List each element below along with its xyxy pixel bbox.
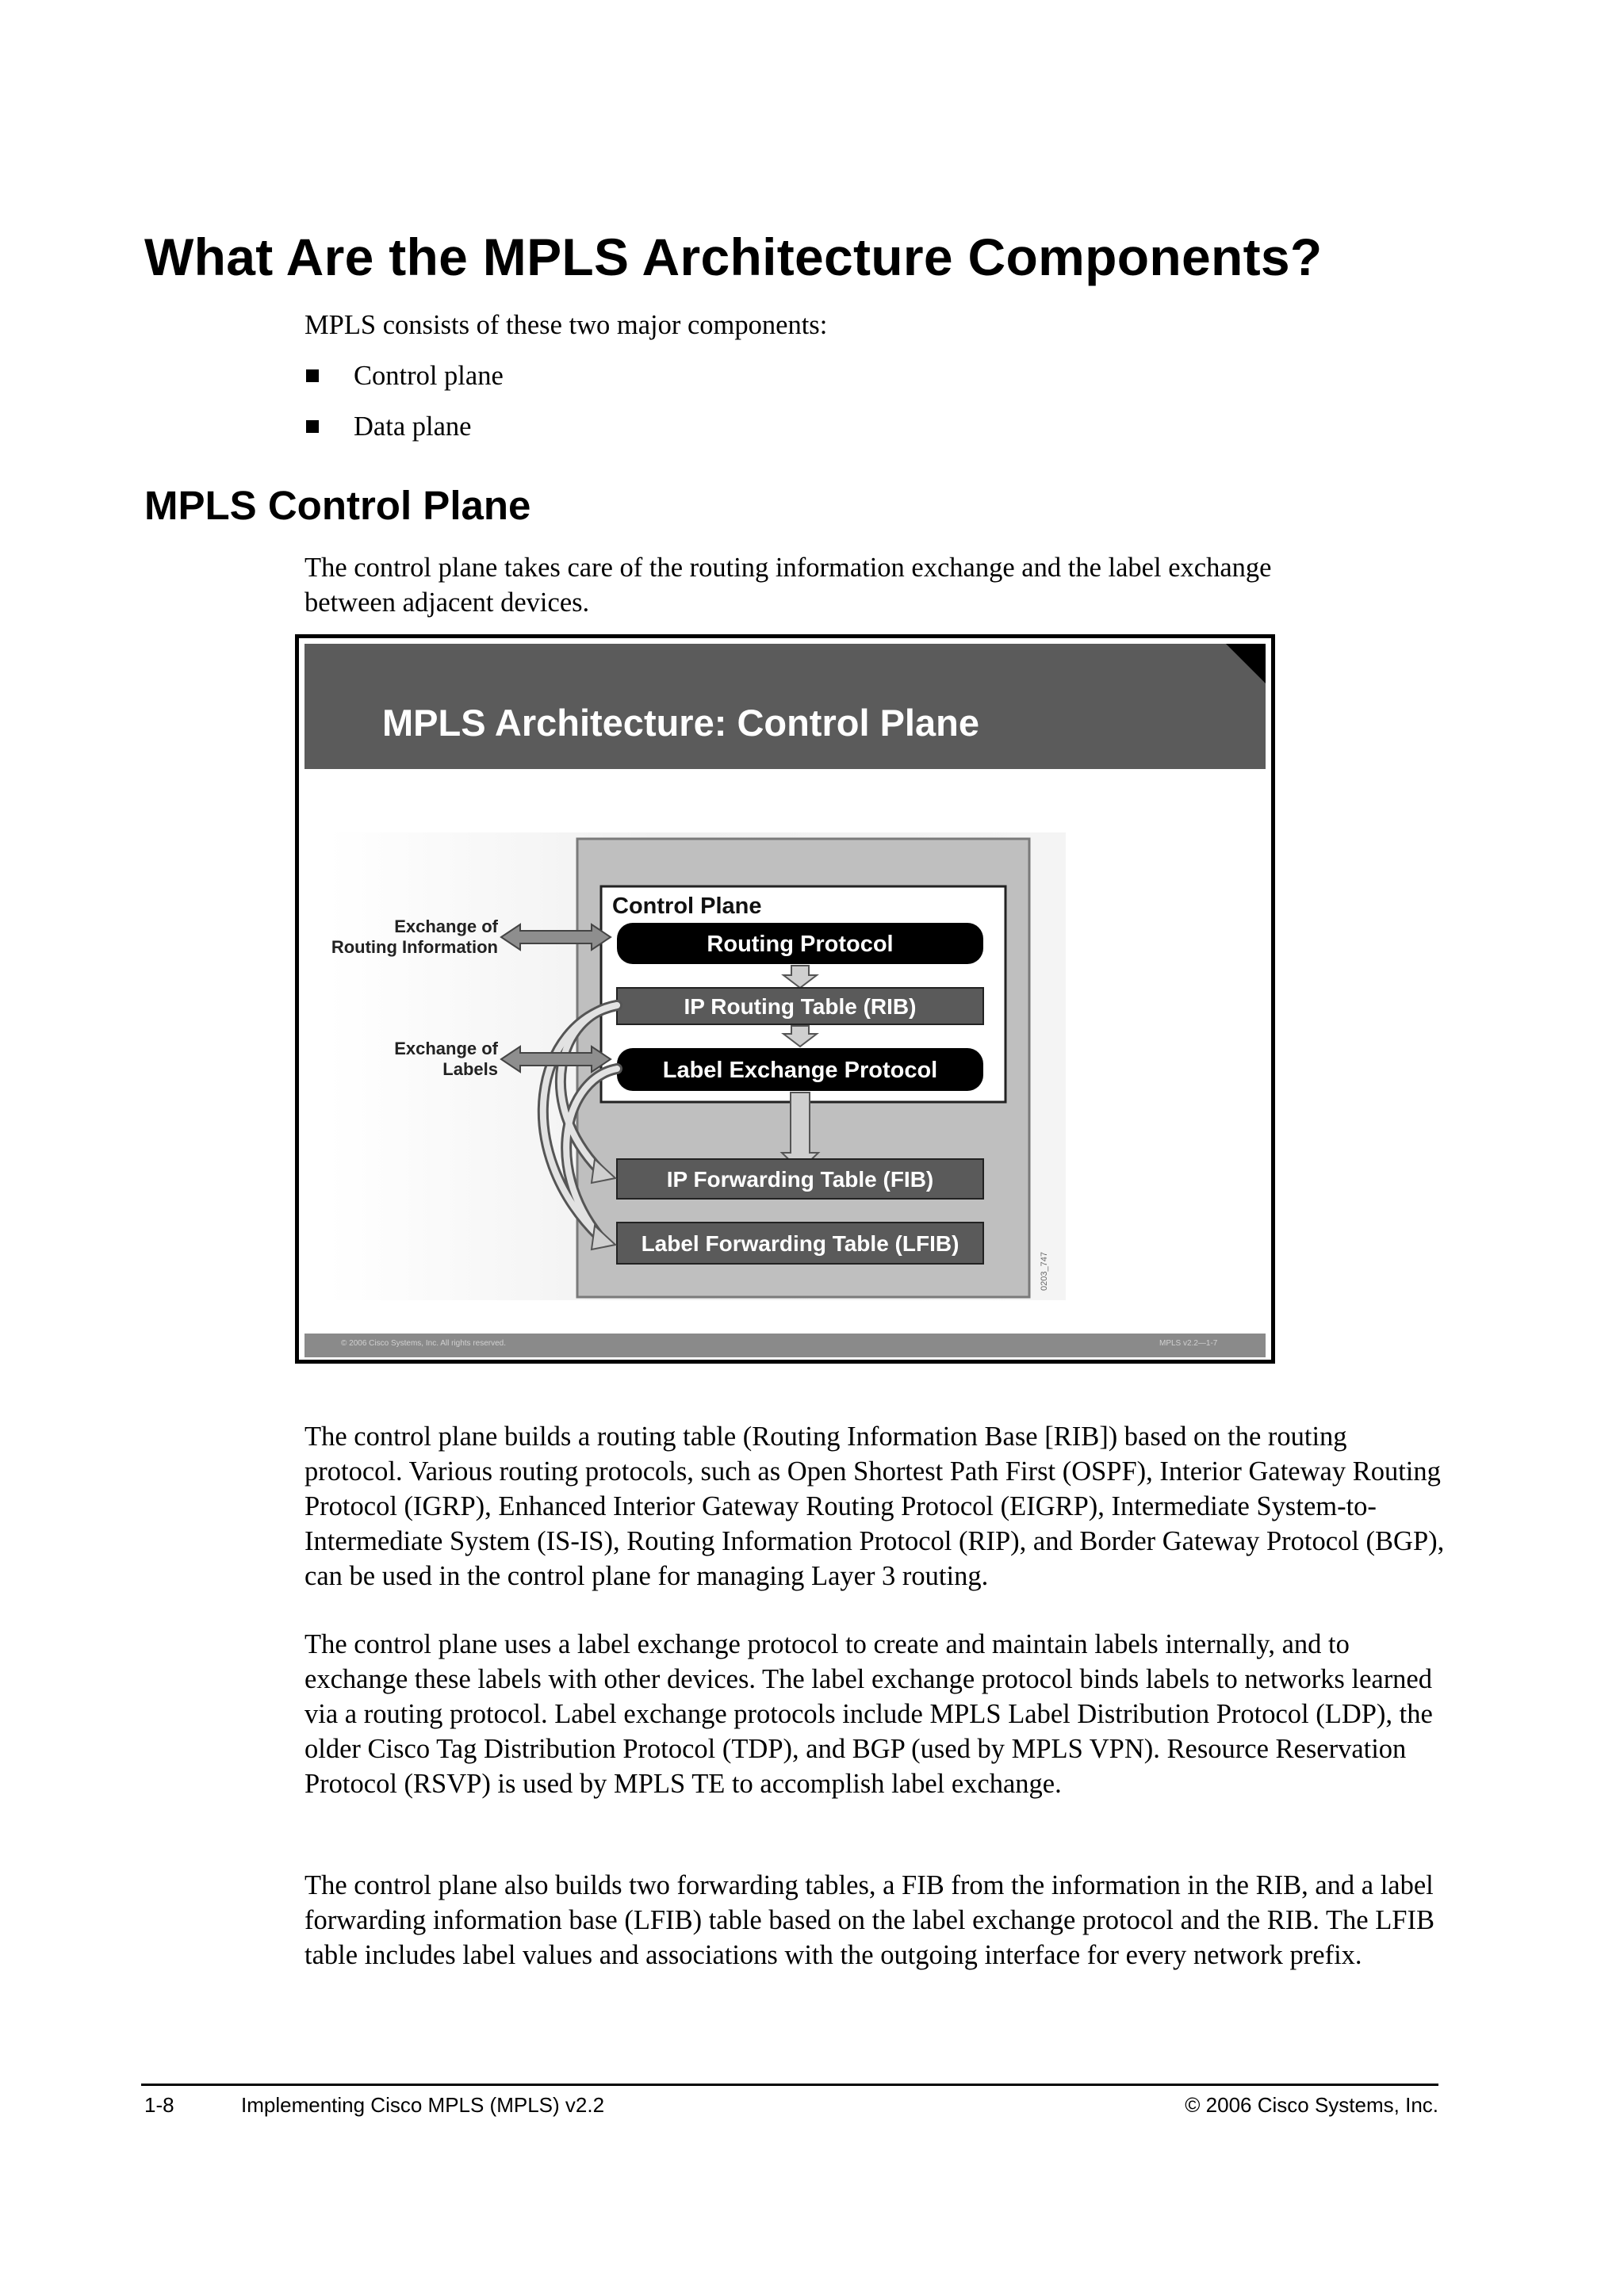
exchange-routing-label: Exchange of <box>394 916 498 936</box>
section-intro: The control plane takes care of the routing information exchange and the label exchange between adjacent devices. <box>304 553 1272 618</box>
footer-rule <box>141 2084 1438 2086</box>
paragraph: The control plane uses a label exchange protocol to create and maintain labels internally, and to exchange these labels with other devices. The label exchange protocol binds labels to networks learned via a routing protocol. Label exchange protocols include MPLS Label Distribution Protocol (LDP), the older Cisco Tag Distribution Protocol (TDP), and BGP (used by MPLS VPN). Resource Reservation Protocol (RSVP) is used by MPLS TE to accomplish label exchange. <box>304 1629 1433 1799</box>
page-title: What Are the MPLS Architecture Components? <box>144 228 1323 286</box>
lfib-label: Label Forwarding Table (LFIB) <box>641 1231 959 1256</box>
course-title: Implementing Cisco MPLS (MPLS) v2.2 <box>241 2093 605 2117</box>
page-number: 1-8 <box>144 2093 174 2117</box>
paragraph: The control plane builds a routing table (Routing Information Base [RIB]) based on the routing protocol. Various routing protocols, such as Open Shortest Path First (OSPF), Interior Gateway Routing Protocol (IGRP), Enhanced Interior Gateway Routing Protocol (EIGRP), Intermediate System-to-Intermediate System (IS-IS), Routing Information Protocol (RIP), and Border Gateway Protocol (BGP), can be used in the control plane for managing Layer 3 routing. <box>304 1422 1445 1591</box>
bullet-item <box>304 409 471 444</box>
slide-title: MPLS Architecture: Control Plane <box>382 702 979 744</box>
figure-id: 0203_747 <box>1040 1252 1049 1291</box>
fib-label: IP Forwarding Table (FIB) <box>666 1167 934 1192</box>
intro-text: MPLS consists of these two major components: <box>304 310 828 340</box>
exchange-labels-label: Exchange of <box>394 1039 498 1058</box>
rib-label: IP Routing Table (RIB) <box>684 994 917 1019</box>
bullet-square-icon <box>306 420 319 433</box>
paragraph: The control plane also builds two forwarding tables, a FIB from the information in the RIB, and a label forwarding information base (LFIB) table based on the label exchange protocol and the RIB. The LFIB table includes label values and associations with the outgoing interface for every network prefix. <box>304 1870 1434 1970</box>
routing-protocol-label: Routing Protocol <box>707 932 894 957</box>
exchange-labels-label: Labels <box>442 1059 498 1079</box>
exchange-routing-label: Routing Information <box>331 937 498 957</box>
label-exchange-protocol-label: Label Exchange Protocol <box>662 1058 938 1083</box>
bullet-text: Control plane <box>354 361 504 391</box>
control-plane-label: Control Plane <box>612 894 762 919</box>
slide-corner-mark <box>1226 644 1266 683</box>
bullet-square-icon <box>306 369 319 382</box>
copyright: © 2006 Cisco Systems, Inc. <box>1185 2093 1438 2117</box>
bullet-item <box>304 358 504 393</box>
control-plane-diagram <box>304 817 1097 1316</box>
slide-footer-id: MPLS v2.2—1-7 <box>1159 1339 1218 1348</box>
slide-footer-copyright: © 2006 Cisco Systems, Inc. All rights reserved. <box>341 1339 507 1348</box>
section-heading: MPLS Control Plane <box>144 483 531 528</box>
bullet-text: Data plane <box>354 411 472 442</box>
